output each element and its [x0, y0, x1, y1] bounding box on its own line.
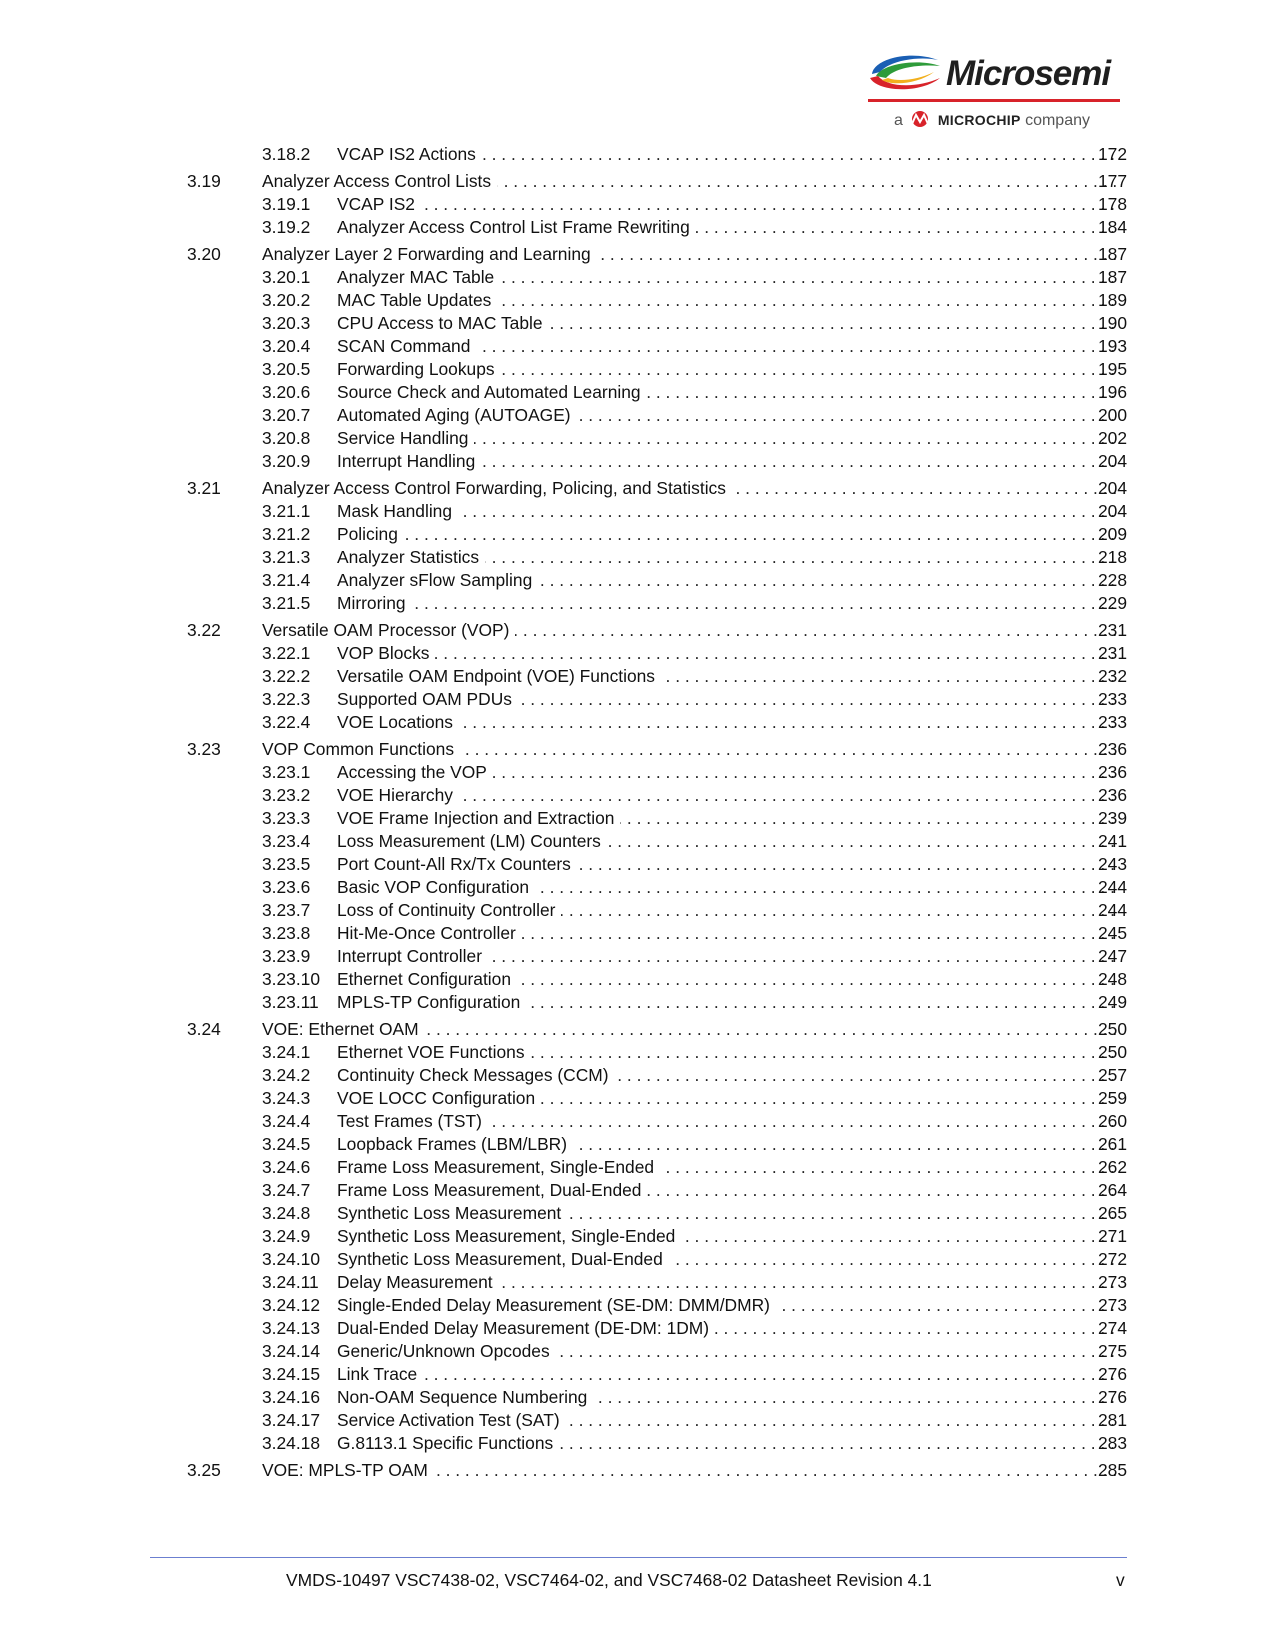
toc-entry[interactable]: [0, 143, 1275, 166]
toc-entry-leader: [337, 688, 1119, 711]
toc-entry-page[interactable]: 249: [1097, 992, 1127, 1012]
toc-entry-number: 3.24.12: [262, 1295, 321, 1315]
toc-entry-title[interactable]: Service Activation Test (SAT): [337, 1410, 566, 1430]
toc-entry-leader: [262, 1459, 1119, 1482]
toc-entry[interactable]: [0, 266, 1275, 289]
toc-entry-leader: [337, 1087, 1119, 1110]
toc-entry-number: 3.22.1: [262, 643, 311, 663]
toc-entry-title[interactable]: VCAP IS2 Actions: [337, 144, 482, 164]
toc-entry-page[interactable]: 187: [1097, 267, 1127, 287]
toc-entry-title[interactable]: VOE: Ethernet OAM: [262, 1019, 425, 1039]
toc-entry[interactable]: [0, 1110, 1275, 1133]
toc-entry-number: 3.21.1: [262, 501, 311, 521]
toc-entry-page[interactable]: 276: [1097, 1364, 1127, 1384]
toc-entry[interactable]: [0, 193, 1275, 216]
toc-entry-leader: [337, 665, 1119, 688]
toc-entry[interactable]: [0, 1064, 1275, 1087]
toc-entry-leader: [337, 1409, 1119, 1432]
toc-entry-title[interactable]: Versatile OAM Processor (VOP): [262, 620, 515, 640]
toc-entry-number: 3.21.5: [262, 593, 311, 613]
toc-entry[interactable]: [0, 968, 1275, 991]
toc-entry-number: 3.23: [187, 739, 221, 759]
toc-entry-leader: [262, 619, 1119, 642]
toc-entry[interactable]: [0, 1459, 1275, 1482]
toc-entry-page[interactable]: 190: [1097, 313, 1127, 333]
toc-entry-page[interactable]: 184: [1097, 217, 1127, 237]
toc-entry-leader: [337, 358, 1119, 381]
toc-entry-title[interactable]: Analyzer Access Control List Frame Rewriting: [337, 217, 696, 237]
toc-entry-number: 3.23.3: [262, 808, 311, 828]
toc-entry-title[interactable]: Source Check and Automated Learning: [337, 382, 647, 402]
toc-entry-page[interactable]: 218: [1097, 547, 1127, 567]
toc-entry-leader: [337, 500, 1119, 523]
toc-entry[interactable]: [0, 1409, 1275, 1432]
toc-entry-leader: [337, 427, 1119, 450]
toc-entry-title[interactable]: Interrupt Handling: [337, 451, 481, 471]
toc-entry-page[interactable]: 233: [1097, 712, 1127, 732]
toc-entry-leader: [337, 784, 1119, 807]
toc-entry-leader: [337, 1248, 1119, 1271]
toc-entry-page[interactable]: 247: [1097, 946, 1127, 966]
toc-entry[interactable]: [0, 1202, 1275, 1225]
toc-entry-title[interactable]: Loss Measurement (LM) Counters: [337, 831, 607, 851]
toc-entry-number: 3.24.9: [262, 1226, 311, 1246]
toc-entry-leader: [337, 1041, 1119, 1064]
toc-entry-page[interactable]: 209: [1097, 524, 1127, 544]
toc-entry-page[interactable]: 275: [1097, 1341, 1127, 1361]
toc-entry-number: 3.24.13: [262, 1318, 321, 1338]
toc-entry-leader: [337, 592, 1119, 615]
toc-entry-leader: [337, 381, 1119, 404]
toc-entry-page[interactable]: 231: [1097, 643, 1127, 663]
toc-entry-page[interactable]: 172: [1097, 144, 1127, 164]
toc-entry[interactable]: [0, 427, 1275, 450]
toc-entry[interactable]: [0, 358, 1275, 381]
toc-entry-page[interactable]: 260: [1097, 1111, 1127, 1131]
toc-entry[interactable]: [0, 546, 1275, 569]
toc-entry-number: 3.24.8: [262, 1203, 311, 1223]
toc-entry-page[interactable]: 204: [1097, 451, 1127, 471]
toc-entry-leader: [337, 1271, 1119, 1294]
toc-entry[interactable]: [0, 922, 1275, 945]
toc-entry-page[interactable]: 231: [1097, 620, 1127, 640]
toc-entry-title[interactable]: VOE Locations: [337, 712, 459, 732]
toc-entry-title[interactable]: VOE: MPLS-TP OAM: [262, 1460, 434, 1480]
toc-entry[interactable]: [0, 381, 1275, 404]
toc-entry-page[interactable]: 244: [1097, 877, 1127, 897]
toc-entry-leader: [337, 546, 1119, 569]
toc-entry-leader: [262, 1018, 1119, 1041]
toc-entry-leader: [337, 289, 1119, 312]
toc-entry-number: 3.24: [187, 1019, 221, 1039]
toc-entry[interactable]: [0, 170, 1275, 193]
toc-entry-page[interactable]: 273: [1097, 1272, 1127, 1292]
toc-entry-page[interactable]: 233: [1097, 689, 1127, 709]
toc-entry-title[interactable]: Synthetic Loss Measurement, Single-Ended: [337, 1226, 681, 1246]
toc-entry-title[interactable]: Synthetic Loss Measurement, Dual-Ended: [337, 1249, 669, 1269]
toc-entry-leader: [337, 1363, 1119, 1386]
toc-entry-leader: [337, 876, 1119, 899]
toc-entry-title[interactable]: Basic VOP Configuration: [337, 877, 535, 897]
toc-entry-leader: [262, 738, 1119, 761]
toc-entry[interactable]: [0, 853, 1275, 876]
toc-entry-title[interactable]: Mask Handling: [337, 501, 458, 521]
toc-entry-leader: [337, 1225, 1119, 1248]
toc-entry-title[interactable]: VOP Blocks: [337, 643, 435, 663]
toc-entry-leader: [337, 922, 1119, 945]
toc-entry-leader: [337, 807, 1119, 830]
toc-entry[interactable]: [0, 619, 1275, 642]
toc-entry-leader: [337, 1432, 1119, 1455]
toc-entry-number: 3.21.4: [262, 570, 311, 590]
toc-entry-number: 3.24.17: [262, 1410, 321, 1430]
toc-entry-title[interactable]: Analyzer Layer 2 Forwarding and Learning: [262, 244, 597, 264]
toc-entry-page[interactable]: 259: [1097, 1088, 1127, 1108]
toc-entry[interactable]: [0, 1156, 1275, 1179]
toc-entry[interactable]: [0, 216, 1275, 239]
toc-entry-page[interactable]: 283: [1097, 1433, 1127, 1453]
toc-entry-number: 3.20.2: [262, 290, 311, 310]
toc-entry[interactable]: [0, 1317, 1275, 1340]
toc-entry-page[interactable]: 244: [1097, 900, 1127, 920]
toc-entry[interactable]: [0, 1133, 1275, 1156]
toc-entry-title[interactable]: Interrupt Controller: [337, 946, 488, 966]
toc-entry-number: 3.20.5: [262, 359, 311, 379]
toc-entry-leader: [337, 266, 1119, 289]
toc-entry-number: 3.23.11: [262, 992, 319, 1012]
toc-entry-leader: [337, 1179, 1119, 1202]
toc-entry-title[interactable]: VOE Hierarchy: [337, 785, 459, 805]
toc-entry-leader: [262, 477, 1119, 500]
toc-entry-leader: [337, 1156, 1119, 1179]
toc-entry-leader: [337, 1386, 1119, 1409]
toc-entry-page[interactable]: 195: [1097, 359, 1127, 379]
toc-entry[interactable]: [0, 243, 1275, 266]
toc-entry-title[interactable]: MAC Table Updates: [337, 290, 497, 310]
toc-entry[interactable]: [0, 500, 1275, 523]
toc-entry-number: 3.24.5: [262, 1134, 311, 1154]
tagline-brand: MICROCHIP: [937, 112, 1021, 128]
toc-entry-number: 3.19.2: [262, 217, 311, 237]
toc-entry-page[interactable]: 276: [1097, 1387, 1127, 1407]
toc-entry-number: 3.24.15: [262, 1364, 321, 1384]
toc-entry-number: 3.22.2: [262, 666, 311, 686]
toc-entry-page[interactable]: 236: [1097, 739, 1127, 759]
toc-entry-page[interactable]: 250: [1097, 1019, 1127, 1039]
toc-entry-page[interactable]: 245: [1097, 923, 1127, 943]
toc-entry[interactable]: [0, 991, 1275, 1014]
footer-rule: [150, 1557, 1127, 1558]
toc-entry-title[interactable]: VOE Frame Injection and Extraction: [337, 808, 620, 828]
toc-entry-leader: [337, 312, 1119, 335]
microsemi-logo: [868, 50, 1118, 145]
toc-entry-leader: [337, 335, 1119, 358]
toc-entry-title[interactable]: Single-Ended Delay Measurement (SE-DM: DMM/DMR): [337, 1295, 776, 1315]
toc-entry-page[interactable]: 204: [1097, 478, 1127, 498]
toc-entry[interactable]: [0, 450, 1275, 473]
toc-entry-number: 3.24.2: [262, 1065, 311, 1085]
toc-entry-title[interactable]: Mirroring: [337, 593, 412, 613]
toc-entry-title[interactable]: Loss of Continuity Controller: [337, 900, 561, 920]
toc-entry-title[interactable]: Analyzer Access Control Lists: [262, 171, 497, 191]
toc-entry-page[interactable]: 236: [1097, 762, 1127, 782]
toc-entry-number: 3.24.4: [262, 1111, 311, 1131]
toc-entry[interactable]: [0, 945, 1275, 968]
toc-entry[interactable]: [0, 1386, 1275, 1409]
toc-entry-page[interactable]: 250: [1097, 1042, 1127, 1062]
toc-entry-number: 3.24.1: [262, 1042, 311, 1062]
toc-entry-leader: [337, 193, 1119, 216]
toc-entry-title[interactable]: Analyzer Access Control Forwarding, Policing, and Statistics: [262, 478, 732, 498]
toc-entry[interactable]: [0, 711, 1275, 734]
toc-entry-leader: [337, 1110, 1119, 1133]
toc-entry[interactable]: [0, 1432, 1275, 1455]
toc-entry[interactable]: [0, 738, 1275, 761]
toc-entry[interactable]: [0, 807, 1275, 830]
toc-entry-title[interactable]: SCAN Command: [337, 336, 476, 356]
toc-entry-number: 3.23.5: [262, 854, 311, 874]
toc-entry[interactable]: [0, 523, 1275, 546]
toc-entry[interactable]: [0, 312, 1275, 335]
footer-page-number: v: [1116, 1570, 1125, 1590]
toc-entry[interactable]: [0, 1271, 1275, 1294]
toc-entry-number: 3.23.4: [262, 831, 311, 851]
toc-entry-page[interactable]: 271: [1097, 1226, 1127, 1246]
toc-entry[interactable]: [0, 1018, 1275, 1041]
toc-entry-title[interactable]: Delay Measurement: [337, 1272, 499, 1292]
toc-entry-title[interactable]: Synthetic Loss Measurement: [337, 1203, 567, 1223]
toc-entry-page[interactable]: 202: [1097, 428, 1127, 448]
toc-entry-title[interactable]: Policing: [337, 524, 404, 544]
toc-entry[interactable]: [0, 569, 1275, 592]
toc-entry-page[interactable]: 193: [1097, 336, 1127, 356]
toc-entry-leader: [337, 853, 1119, 876]
toc-entry[interactable]: [0, 899, 1275, 922]
toc-entry-title[interactable]: Dual-Ended Delay Measurement (DE-DM: 1DM): [337, 1318, 715, 1338]
toc-entry-number: 3.20.3: [262, 313, 311, 333]
toc-entry-page[interactable]: 239: [1097, 808, 1127, 828]
toc-entry[interactable]: [0, 1340, 1275, 1363]
toc-entry-leader: [337, 968, 1119, 991]
toc-entry-page[interactable]: 281: [1097, 1410, 1127, 1430]
toc-entry[interactable]: [0, 688, 1275, 711]
toc-entry-title[interactable]: Supported OAM PDUs: [337, 689, 518, 709]
toc-entry-leader: [337, 642, 1119, 665]
toc-entry-number: 3.23.1: [262, 762, 311, 782]
toc-entry-title[interactable]: Test Frames (TST): [337, 1111, 488, 1131]
toc-entry-title[interactable]: Link Trace: [337, 1364, 423, 1384]
toc-entry-number: 3.24.7: [262, 1180, 311, 1200]
toc-entry-number: 3.24.3: [262, 1088, 311, 1108]
toc-entry-page[interactable]: 243: [1097, 854, 1127, 874]
toc-entry-title[interactable]: Versatile OAM Endpoint (VOE) Functions: [337, 666, 661, 686]
toc-entry-leader: [337, 1064, 1119, 1087]
microsemi-swoosh-icon: [868, 52, 944, 94]
toc-entry[interactable]: [0, 665, 1275, 688]
toc-entry[interactable]: [0, 1087, 1275, 1110]
toc-entry-title[interactable]: Generic/Unknown Opcodes: [337, 1341, 556, 1361]
toc-entry-page[interactable]: 285: [1097, 1460, 1127, 1480]
toc-entry-leader: [337, 711, 1119, 734]
toc-entry-title[interactable]: VCAP IS2: [337, 194, 421, 214]
toc-entry-leader: [337, 523, 1119, 546]
toc-entry-number: 3.24.6: [262, 1157, 311, 1177]
toc-entry-number: 3.23.6: [262, 877, 311, 897]
toc-entry-leader: [337, 1294, 1119, 1317]
toc-entry-leader: [262, 243, 1119, 266]
toc-entry-page[interactable]: 196: [1097, 382, 1127, 402]
toc-entry-title[interactable]: Forwarding Lookups: [337, 359, 501, 379]
toc-entry-title[interactable]: CPU Access to MAC Table: [337, 313, 549, 333]
toc-entry-title[interactable]: VOE LOCC Configuration: [337, 1088, 541, 1108]
toc-entry[interactable]: [0, 477, 1275, 500]
toc-entry-number: 3.20: [187, 244, 221, 264]
toc-entry[interactable]: [0, 289, 1275, 312]
toc-entry[interactable]: [0, 761, 1275, 784]
toc-entry-leader: [337, 404, 1119, 427]
brand-rule: [868, 99, 1120, 102]
toc-entry-number: 3.24.18: [262, 1433, 321, 1453]
toc-entry-page[interactable]: 264: [1097, 1180, 1127, 1200]
toc-entry-number: 3.18.2: [262, 144, 311, 164]
toc-entry-number: 3.20.9: [262, 451, 311, 471]
toc-entry[interactable]: [0, 1179, 1275, 1202]
toc-entry-title[interactable]: Non-OAM Sequence Numbering: [337, 1387, 593, 1407]
toc-entry-page[interactable]: 232: [1097, 666, 1127, 686]
toc-entry-title[interactable]: Analyzer sFlow Sampling: [337, 570, 538, 590]
toc-entry-number: 3.20.7: [262, 405, 311, 425]
toc-entry[interactable]: [0, 1363, 1275, 1386]
toc-entry-leader: [337, 1317, 1119, 1340]
toc-entry[interactable]: [0, 404, 1275, 427]
toc-entry-leader: [337, 569, 1119, 592]
toc-entry-leader: [337, 1340, 1119, 1363]
toc-entry-number: 3.19: [187, 171, 221, 191]
toc-entry-number: 3.21: [187, 478, 221, 498]
toc-entry-page[interactable]: 187: [1097, 244, 1127, 264]
toc-entry-title[interactable]: Frame Loss Measurement, Single-Ended: [337, 1157, 660, 1177]
toc-entry-title[interactable]: Continuity Check Messages (CCM): [337, 1065, 615, 1085]
toc-entry-leader: [337, 761, 1119, 784]
toc-entry-number: 3.20.8: [262, 428, 311, 448]
toc-entry-page[interactable]: 177: [1097, 171, 1127, 191]
toc-entry-number: 3.23.2: [262, 785, 311, 805]
toc-entry-leader: [337, 991, 1119, 1014]
toc-entry-page[interactable]: 257: [1097, 1065, 1127, 1085]
toc-entry-number: 3.19.1: [262, 194, 311, 214]
toc-entry-page[interactable]: 236: [1097, 785, 1127, 805]
toc-entry-number: 3.23.8: [262, 923, 311, 943]
toc-entry-leader: [337, 945, 1119, 968]
toc-entry-number: 3.22.4: [262, 712, 311, 732]
toc-entry[interactable]: [0, 592, 1275, 615]
toc-entry-title[interactable]: Automated Aging (AUTOAGE): [337, 405, 577, 425]
toc-entry-leader: [337, 143, 1119, 166]
toc-entry-page[interactable]: 274: [1097, 1318, 1127, 1338]
microchip-icon: [907, 111, 933, 127]
toc-entry[interactable]: [0, 1294, 1275, 1317]
toc-entry[interactable]: [0, 830, 1275, 853]
toc-entry-title[interactable]: Accessing the VOP: [337, 762, 493, 782]
brand-tagline: [894, 111, 1120, 130]
toc-entry-number: 3.23.10: [262, 969, 321, 989]
footer-document-title: VMDS-10497 VSC7438-02, VSC7464-02, and VSC7468-02 Datasheet Revision 4.1: [286, 1570, 932, 1590]
table-of-contents: [0, 143, 1275, 1482]
toc-entry-number: 3.24.16: [262, 1387, 321, 1407]
toc-entry-title[interactable]: G.8113.1 Specific Functions: [337, 1433, 559, 1453]
toc-entry[interactable]: [0, 335, 1275, 358]
toc-entry-number: 3.21.3: [262, 547, 311, 567]
toc-entry-page[interactable]: 265: [1097, 1203, 1127, 1223]
toc-entry-number: 3.20.6: [262, 382, 311, 402]
toc-entry-number: 3.20.4: [262, 336, 311, 356]
toc-entry-number: 3.22.3: [262, 689, 311, 709]
toc-entry[interactable]: [0, 876, 1275, 899]
toc-entry-page[interactable]: 228: [1097, 570, 1127, 590]
toc-entry-number: 3.23.9: [262, 946, 311, 966]
toc-entry-number: 3.25: [187, 1460, 221, 1480]
toc-entry-title[interactable]: Frame Loss Measurement, Dual-Ended: [337, 1180, 647, 1200]
toc-entry-leader: [337, 1133, 1119, 1156]
toc-entry-number: 3.20.1: [262, 267, 311, 287]
toc-entry-title[interactable]: Service Handling: [337, 428, 474, 448]
toc-entry-leader: [337, 1202, 1119, 1225]
toc-entry-page[interactable]: 241: [1097, 831, 1127, 851]
toc-entry-leader: [337, 450, 1119, 473]
toc-entry-page[interactable]: 204: [1097, 501, 1127, 521]
toc-entry-page[interactable]: 178: [1097, 194, 1127, 214]
tagline-suffix: company: [1025, 112, 1090, 129]
toc-entry-page[interactable]: 229: [1097, 593, 1127, 613]
toc-entry-page[interactable]: 273: [1097, 1295, 1127, 1315]
toc-entry-number: 3.23.7: [262, 900, 311, 920]
toc-entry-page[interactable]: 189: [1097, 290, 1127, 310]
toc-entry-page[interactable]: 200: [1097, 405, 1127, 425]
toc-entry-leader: [337, 830, 1119, 853]
toc-entry-title[interactable]: Ethernet VOE Functions: [337, 1042, 531, 1062]
toc-entry-title[interactable]: VOP Common Functions: [262, 739, 460, 759]
toc-entry-title[interactable]: Ethernet Configuration: [337, 969, 517, 989]
toc-entry[interactable]: [0, 784, 1275, 807]
toc-entry-number: 3.21.2: [262, 524, 311, 544]
toc-entry-number: 3.24.10: [262, 1249, 321, 1269]
toc-entry[interactable]: [0, 1248, 1275, 1271]
toc-entry-leader: [262, 170, 1119, 193]
toc-entry-title[interactable]: Port Count-All Rx/Tx Counters: [337, 854, 577, 874]
toc-entry-page[interactable]: 272: [1097, 1249, 1127, 1269]
toc-entry-number: 3.24.11: [262, 1272, 319, 1292]
toc-entry[interactable]: [0, 642, 1275, 665]
tagline-prefix: a: [894, 112, 903, 129]
toc-entry[interactable]: [0, 1041, 1275, 1064]
toc-entry-title[interactable]: Loopback Frames (LBM/LBR): [337, 1134, 573, 1154]
toc-entry-title[interactable]: Analyzer MAC Table: [337, 267, 500, 287]
toc-entry-title[interactable]: MPLS-TP Configuration: [337, 992, 526, 1012]
toc-entry[interactable]: [0, 1225, 1275, 1248]
toc-entry-number: 3.24.14: [262, 1341, 321, 1361]
toc-entry-page[interactable]: 248: [1097, 969, 1127, 989]
toc-entry-title[interactable]: Hit-Me-Once Controller: [337, 923, 522, 943]
brand-wordmark: Microsemi: [946, 54, 1111, 93]
toc-entry-page[interactable]: 261: [1097, 1134, 1127, 1154]
toc-entry-page[interactable]: 262: [1097, 1157, 1127, 1177]
toc-entry-leader: [337, 216, 1119, 239]
toc-entry-leader: [337, 899, 1119, 922]
toc-entry-number: 3.22: [187, 620, 221, 640]
toc-entry-title[interactable]: Analyzer Statistics: [337, 547, 485, 567]
